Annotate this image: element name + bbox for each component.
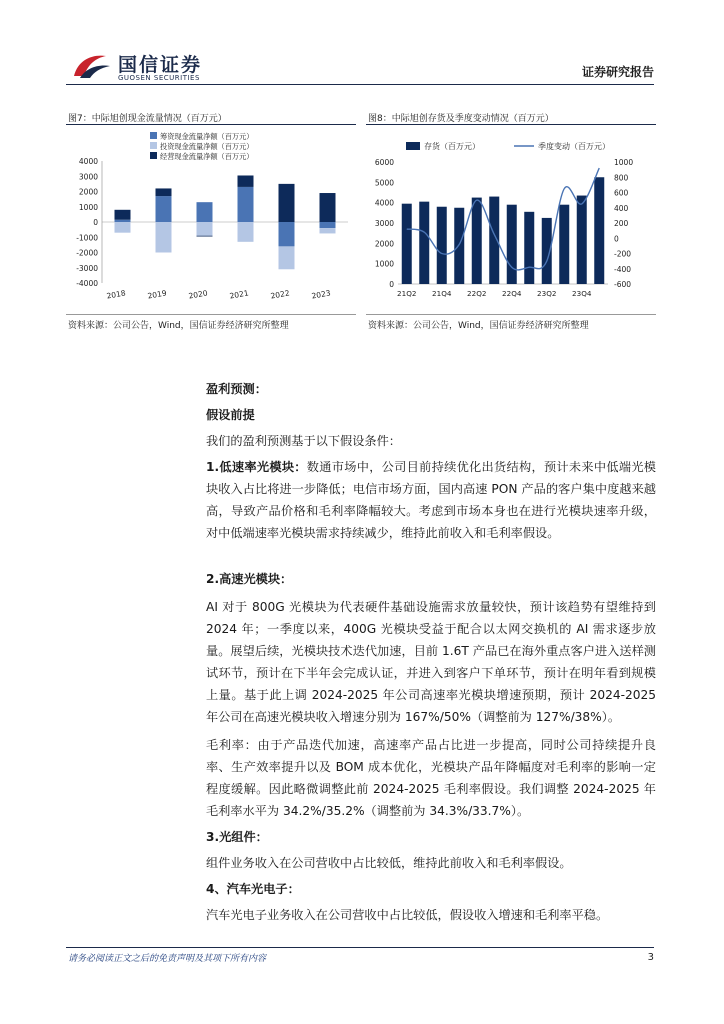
left-y-tick-label: 5000 [374, 178, 394, 188]
section3-body: 组件业务收入在公司营收中占比较低，维持此前收入和毛利率假设。 [206, 856, 572, 870]
legend-label: 经营现金流量净额（百万元） [160, 152, 254, 161]
bar-segment-2023-s1 [320, 228, 336, 233]
right-y-tick-label: 400 [614, 203, 629, 213]
left-y-tick-label: 2000 [374, 239, 394, 249]
left-y-tick-label: 3000 [374, 219, 394, 228]
bar-segment-2018-s2 [115, 210, 131, 220]
legend-swatch [150, 142, 157, 149]
x-tick-label: 2023 [310, 288, 332, 301]
left-y-tick-label: 0 [389, 280, 394, 289]
inventory-bar [594, 177, 604, 284]
bar-segment-2018-s1 [115, 222, 131, 233]
section1-paragraph [206, 456, 656, 544]
right-y-tick-label: 200 [614, 219, 629, 228]
left-y-tick-label: 6000 [374, 158, 394, 167]
x-tick-label: 22Q2 [467, 289, 487, 298]
bar-segment-2019-s0 [156, 196, 172, 222]
y-tick-label: -4000 [76, 279, 98, 288]
legend-label-change: 季度变动（百万元） [538, 142, 610, 151]
bar-segment-2021-s1 [238, 222, 254, 242]
right-y-tick-label: -400 [614, 264, 632, 274]
legend-swatch-inventory [406, 142, 420, 150]
x-tick-label: 2020 [187, 288, 209, 301]
bar-segment-2019-s2 [156, 188, 172, 196]
figure7-title: 图7：中际旭创现金流量情况（百万元） [68, 114, 227, 124]
right-y-tick-label: 1000 [614, 158, 634, 167]
document-type: 证券研究报告 [581, 65, 654, 79]
figure7-source-rule [66, 314, 356, 315]
right-y-tick-label: 800 [614, 173, 629, 183]
section4-title: 4、汽车光电子： [206, 882, 300, 896]
bar-segment-2018-s0 [115, 220, 131, 222]
figure8-source-rule [366, 314, 656, 315]
section2-body1: AI 对于 800G 光模块为代表硬件基础设施需求放量较快，预计该趋势有望维持到 2024 年；一季度以来，400G 光模块受益于配合以太网交换机的 AI 需求逐步放量。展望后续，光模块技术迭代加速，目前 1.6T 产品已在海外重点客户进入送样测试环节，预计在下半年会完成认证，并进入到客户下单环节，预计在明年看到规模上量。基于此上调 2024-2025 年公司高速率光模块增速预期，预计 2024-2025 年公司在高速光模块收入增速分别为 167%/50%（调整前为 127%/38%）。 [206, 600, 656, 724]
legend-label: 投资现金流量净额（百万元） [160, 142, 254, 151]
heading-earnings-forecast: 盈利预测： [206, 382, 267, 396]
section1-title: 1.低速率光模块： [206, 460, 307, 474]
figure8-title-rule [366, 124, 656, 125]
y-tick-label: -2000 [76, 248, 98, 258]
y-tick-label: -1000 [76, 233, 98, 243]
figure7-title-rule [66, 124, 356, 125]
right-y-tick-label: -600 [614, 280, 632, 289]
inventory-bar [577, 196, 587, 284]
inventory-bar [419, 202, 429, 284]
y-tick-label: 1000 [78, 202, 98, 212]
figure8-title: 图8：中际旭创存货及季度变动情况（百万元） [368, 114, 554, 124]
left-y-tick-label: 4000 [374, 198, 394, 208]
y-tick-label: 0 [93, 218, 98, 227]
section3-title: 3.光组件： [206, 830, 268, 844]
inventory-bar [507, 205, 517, 284]
section1-body: 数通市场中，公司目前持续优化出货结构，预计未来中低端光模块收入占比将进一步降低；电信市场方面，国内高速 PON 产品的客户集中度越来越高，导致产品价格和毛利率降幅较大。考虑到市场本身也在进行光模块速率升级，对中低端速率光模块需求持续减少，维持此前收入和毛利率假设。 [206, 460, 656, 540]
y-tick-label: 2000 [78, 187, 98, 197]
x-tick-label: 2018 [105, 288, 127, 301]
bar-segment-2023-s0 [320, 222, 336, 228]
inventory-bar [402, 204, 412, 284]
company-logo [70, 50, 210, 88]
header-rule [66, 84, 654, 85]
x-tick-label: 2022 [269, 288, 291, 301]
y-tick-label: -3000 [76, 263, 98, 273]
logo-name-en: GUOSEN SECURITIES [118, 74, 200, 82]
bar-segment-2022-s1 [279, 246, 295, 269]
x-tick-label: 23Q4 [572, 289, 592, 298]
quarterly-change-line [407, 168, 600, 270]
right-y-tick-label: 600 [614, 188, 629, 198]
bar-segment-2021-s0 [238, 187, 254, 222]
inventory-chart [366, 128, 656, 313]
inventory-bar [454, 208, 464, 284]
x-tick-label: 2021 [228, 288, 250, 301]
legend-label: 筹资现金流量净额（百万元） [160, 132, 254, 141]
heading-assumptions: 假设前提 [206, 408, 255, 422]
report-body [206, 378, 656, 926]
right-y-tick-label: -200 [614, 249, 632, 259]
right-y-tick-label: 0 [614, 234, 619, 244]
cash-flow-chart [66, 128, 356, 313]
bar-segment-2022-s0 [279, 222, 295, 246]
section2-body2: 毛利率：由于产品迭代加速，高速率产品占比进一步提高，同时公司持续提升良率、生产效率提升以及 BOM 成本优化，光模块产品年降幅度对毛利率的影响一定程度缓解。因此略微调整此前 2024-2025 毛利率假设。我们调整 2024-2025 年毛利率水平为 34.2%/35.2%（调整前为 34.3%/33.7%）。 [206, 738, 656, 818]
logo-mark-icon [70, 50, 112, 82]
footer-disclaimer: 请务必阅读正文之后的免责声明及其项下所有内容 [68, 954, 267, 964]
left-y-tick-label: 1000 [374, 259, 394, 269]
legend-label-inventory: 存货（百万元） [424, 142, 480, 151]
footer-rule [66, 947, 654, 948]
section2-title: 2.高速光模块： [206, 572, 293, 586]
inventory-bar [472, 198, 482, 284]
bar-segment-2020-s0 [197, 202, 213, 222]
x-tick-label: 21Q4 [432, 289, 452, 298]
bar-segment-2020-s1 [197, 222, 213, 236]
inventory-bar [559, 205, 569, 284]
bar-segment-2019-s1 [156, 222, 172, 253]
intro-text: 我们的盈利预测基于以下假设条件： [206, 434, 401, 448]
x-tick-label: 22Q4 [502, 289, 522, 298]
bar-segment-2021-s2 [238, 175, 254, 186]
section4-body: 汽车光电子业务收入在公司营收中占比较低，假设收入增速和毛利率平稳。 [206, 908, 609, 922]
figure8-source: 资料来源：公司公告，Wind，国信证券经济研究所整理 [368, 321, 589, 331]
page-number: 3 [647, 952, 654, 963]
x-tick-label: 21Q2 [397, 289, 417, 298]
bar-segment-2022-s2 [279, 184, 295, 222]
bar-segment-2020-s2 [197, 236, 213, 237]
logo-name-cn: 国信证券 [118, 54, 203, 76]
legend-swatch [150, 132, 157, 139]
figure7-source: 资料来源：公司公告，Wind，国信证券经济研究所整理 [68, 321, 289, 331]
legend-swatch [150, 152, 157, 159]
y-tick-label: 3000 [78, 172, 98, 182]
bar-segment-2023-s2 [320, 193, 336, 222]
x-tick-label: 23Q2 [537, 289, 557, 298]
inventory-bar [524, 212, 534, 284]
y-tick-label: 4000 [78, 157, 98, 166]
x-tick-label: 2019 [146, 288, 168, 301]
inventory-bar [437, 207, 447, 284]
